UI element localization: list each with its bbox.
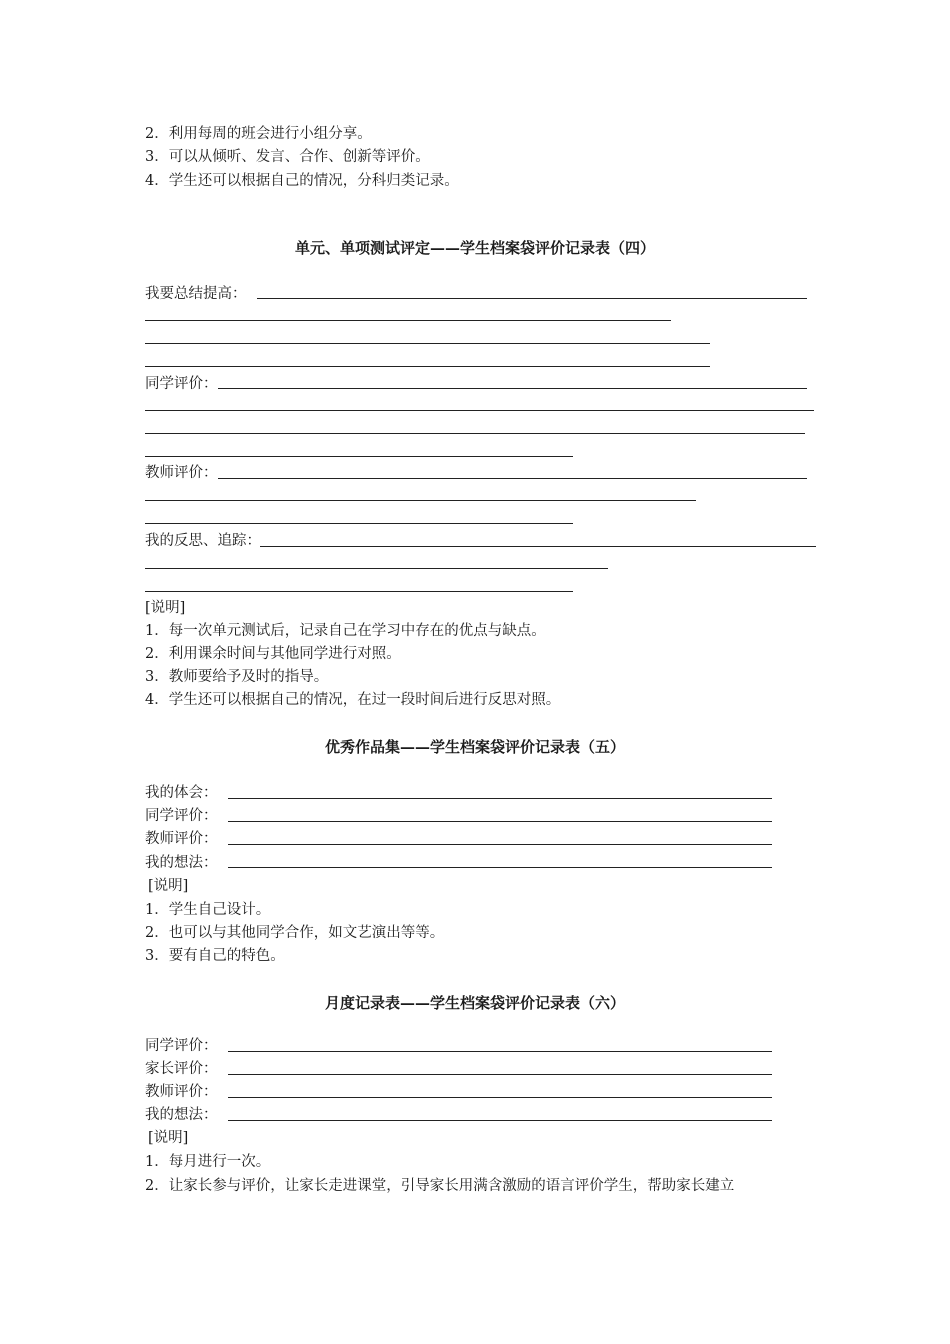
- s5-field-3-line: [228, 844, 772, 845]
- section6-notes-heading: [说明]: [148, 1130, 189, 1146]
- section4-note-2: 2．利用课余时间与其他同学进行对照。: [145, 646, 401, 662]
- intro-note-2: 2．利用每周的班会进行小组分享。: [145, 126, 372, 142]
- s5-field-4-label: 我的想法：: [145, 855, 218, 871]
- section4-note-4: 4．学生还可以根据自己的情况，在过一段时间后进行反思对照。: [145, 692, 561, 708]
- teacher-line-2: [145, 500, 696, 501]
- s5-field-1-line: [228, 798, 772, 799]
- s6-field-1-label: 同学评价：: [145, 1038, 218, 1054]
- teacher-line-1: [218, 478, 807, 479]
- s5-field-3-label: 教师评价：: [145, 831, 218, 847]
- s5-field-2-label: 同学评价：: [145, 808, 218, 824]
- summary-line-4: [145, 366, 710, 367]
- section4-title: 单元、单项测试评定——学生档案袋评价记录表（四）: [294, 239, 655, 257]
- s6-field-3-label: 教师评价：: [145, 1084, 218, 1100]
- intro-note-4: 4．学生还可以根据自己的情况，分科归类记录。: [145, 173, 459, 189]
- s6-field-4-line: [228, 1120, 772, 1121]
- s6-field-3-line: [228, 1097, 772, 1098]
- section5-title: 优秀作品集——学生档案袋评价记录表（五）: [324, 738, 625, 756]
- reflection-line-2: [145, 568, 608, 569]
- s5-field-1-label: 我的体会：: [145, 785, 218, 801]
- s6-field-4-label: 我的想法：: [145, 1107, 218, 1123]
- section4-note-3: 3．教师要给予及时的指导。: [145, 669, 329, 685]
- teacher-line-3: [145, 523, 573, 524]
- section5-note-3: 3．要有自己的特色。: [145, 948, 285, 964]
- peer-line-2: [145, 410, 814, 411]
- peer-line-3: [145, 433, 805, 434]
- peer-label: 同学评价：: [145, 376, 218, 392]
- s6-field-2-line: [228, 1074, 772, 1075]
- reflection-line-1: [260, 546, 816, 547]
- s5-field-4-line: [228, 867, 772, 868]
- s5-field-2-line: [228, 821, 772, 822]
- summary-line-1: [257, 298, 807, 299]
- teacher-label: 教师评价：: [145, 465, 218, 481]
- peer-line-4: [145, 456, 573, 457]
- section4-note-1: 1．每一次单元测试后，记录自己在学习中存在的优点与缺点。: [145, 623, 546, 639]
- reflection-line-3: [145, 591, 573, 592]
- section6-note-1: 1．每月进行一次。: [145, 1154, 271, 1170]
- s6-field-1-line: [228, 1051, 772, 1052]
- section5-note-2: 2．也可以与其他同学合作，如文艺演出等等。: [145, 925, 445, 941]
- section6-note-2: 2．让家长参与评价，让家长走进课堂，引导家长用满含激励的语言评价学生，帮助家长建立: [145, 1178, 735, 1194]
- s6-field-2-label: 家长评价：: [145, 1061, 218, 1077]
- section4-notes-heading: [说明]: [145, 600, 186, 616]
- section6-title: 月度记录表——学生档案袋评价记录表（六）: [324, 994, 625, 1012]
- summary-line-3: [145, 343, 710, 344]
- peer-line-1: [218, 388, 807, 389]
- summary-label: 我要总结提高：: [145, 286, 247, 302]
- section5-note-1: 1．学生自己设计。: [145, 902, 271, 918]
- section5-notes-heading: [说明]: [148, 878, 189, 894]
- intro-note-3: 3．可以从倾听、发言、合作、创新等评价。: [145, 149, 430, 165]
- reflection-label: 我的反思、追踪：: [145, 533, 261, 549]
- summary-line-2: [145, 320, 671, 321]
